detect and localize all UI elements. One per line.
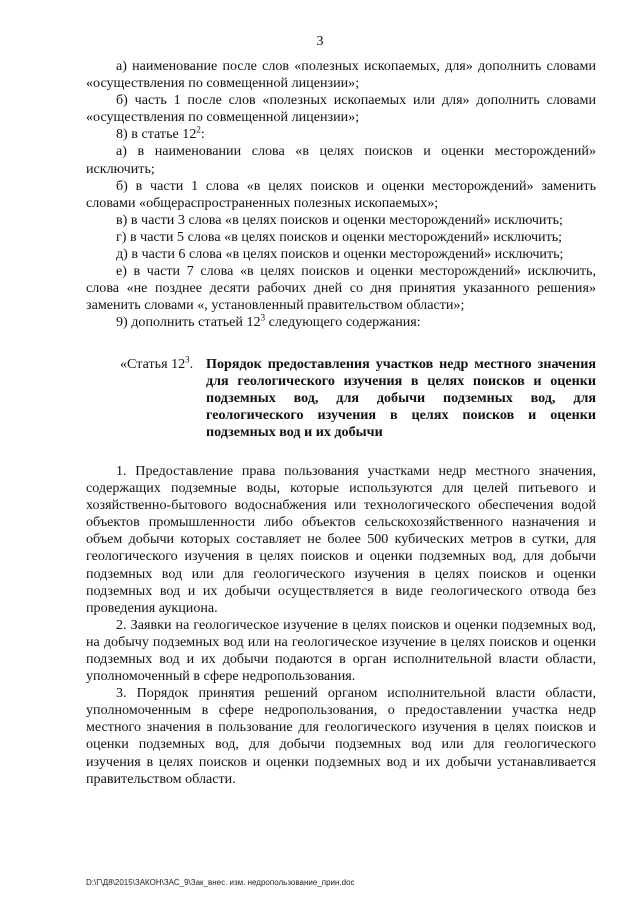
- paragraph: в) в части 3 слова «в целях поисков и оценки месторождений» исключить;: [116, 211, 563, 228]
- article-number: [120, 353, 204, 373]
- paragraph: а) в наименовании слова «в целях поисков и оценки месторождений» исключить;: [86, 143, 596, 177]
- paragraph-text: :: [200, 126, 205, 143]
- paragraph-text: 8) в статье 12: [116, 126, 197, 143]
- paragraph: д) в части 6 слова «в целях поисков и оценки месторождений» исключить;: [116, 246, 564, 263]
- paragraph: г) в части 5 слова «в целях поисков и оценки месторождений» исключить;: [116, 228, 563, 245]
- superscript: 3: [260, 312, 266, 323]
- paragraph: [86, 126, 596, 143]
- paragraph-text: 9) дополнить статьей 12: [116, 314, 261, 331]
- article-heading: [86, 353, 596, 441]
- paragraph: 1. Предоставление права пользования участками недр местного значения, содержащих подземные воды, которые используются для целей питьевого и хозяйственно-бытового водоснабжения или технологического обеспечения водой объектов промышленности либо объектов сельскохозяйственного назначения и объем добычи которых составляет не более 500 кубических метров в сутки, для геологического изучения в целях поисков и оценки подземных вод, для добычи подземных вод или для геологического изучения в целях поисков и оценки подземных вод и их добычи осуществляется в виде геологического отвода без проведения аукциона.: [86, 462, 596, 616]
- file-path-footer: D:\Г\Д8\2015\ЗАКОН\ЗАС_9\Зак_внес. изм. недропользование_прин.doc: [86, 878, 355, 887]
- paragraph: а) наименование после слов «полезных ископаемых, для» дополнить словами «осуществления по совмещенной лицензии»;: [86, 58, 596, 92]
- article-title: Порядок предоставления участков недр местного значения для геологического изучения в целях поисков и оценки подземных вод, для добычи подземных вод, для геологического изучения в целях поисков и оценки подземных вод и их добычи: [206, 355, 596, 440]
- document-content: [86, 58, 596, 788]
- paragraph: б) часть 1 после слов «полезных ископаемых или для» дополнить словами «осуществления по совмещенной лицензии»;: [86, 92, 596, 126]
- paragraph: 2. Заявки на геологическое изучение в целях поисков и оценки подземных вод, на добычу подземных вод или на геологическое изучение в целях поисков и оценки подземных вод и их добычи подаются в орган исполнительной власти области, уполномоченный в сфере недропользования.: [86, 616, 596, 685]
- page-number: 3: [316, 34, 324, 49]
- paragraph: б) в части 1 слова «в целях поисков и оценки месторождений» заменить словами «общераспространенных полезных ископаемых»;: [86, 177, 596, 211]
- superscript: 3: [185, 353, 190, 364]
- superscript: 2: [196, 124, 201, 135]
- paragraph: [86, 314, 596, 331]
- paragraph-text: следующего содержания:: [265, 314, 421, 331]
- article-number-text: .: [189, 355, 194, 372]
- article-number-text: «Статья 12: [120, 355, 186, 372]
- paragraph: 3. Порядок принятия решений органом исполнительной власти области, уполномоченным в сфере недропользования, о предоставлении участка недр местного значения в пользование для геологического изучения в целях поисков и оценки подземных вод, для добычи подземных вод или для геологического изучения в целях поисков и оценки подземных вод и их добычи устанавливается правительством области.: [86, 685, 596, 787]
- paragraph: е) в части 7 слова «в целях поисков и оценки месторождений» исключить, слова «не позднее десяти рабочих дней со дня принятия указанного решения» заменить словами «, установленный правительством области»;: [86, 263, 596, 314]
- article-body: [86, 463, 596, 788]
